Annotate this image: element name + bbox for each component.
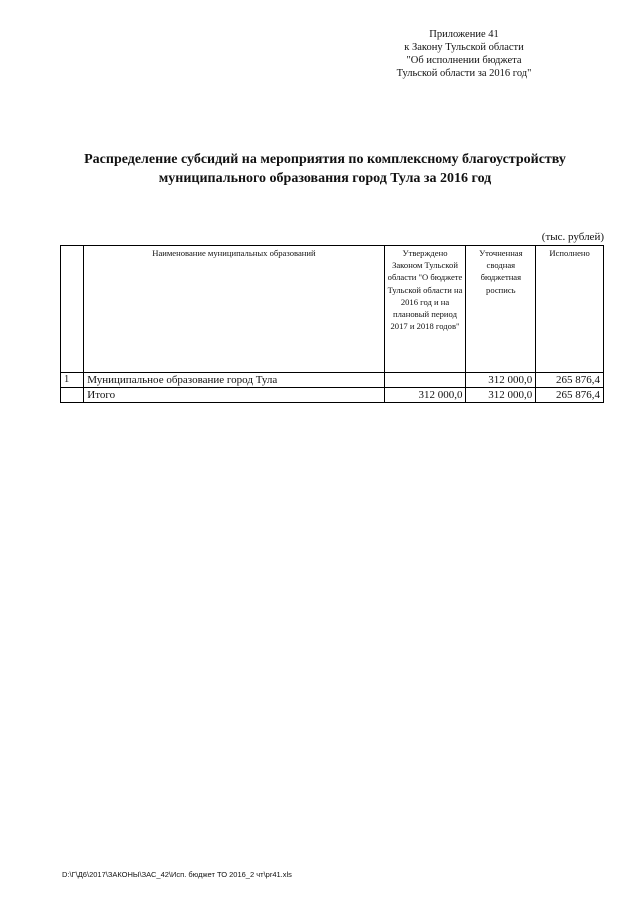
column-header-approved: Утверждено Законом Тульской области "О бюджете Тульской области на 2016 год и на плановый период 2017 и 2018 годов"	[384, 246, 466, 373]
subsidy-table	[60, 245, 604, 403]
total-executed: 265 876,4	[536, 388, 604, 403]
appendix-number: Приложение 41	[429, 29, 499, 40]
total-row	[61, 388, 604, 403]
title-line2: муниципального образования город Тула за 2016 год	[158, 171, 492, 186]
row-name: Муниципальное образование город Тула	[84, 373, 384, 388]
row-specified: 312 000,0	[466, 373, 536, 388]
total-approved: 312 000,0	[384, 388, 466, 403]
column-header-name: Наименование муниципальных образований	[84, 246, 384, 373]
units-label: (тыс. рублей)	[541, 231, 604, 243]
appendix-header	[364, 28, 564, 80]
appendix-law-title-line2: Тульской области за 2016 год"	[396, 68, 532, 79]
total-number-cell	[61, 388, 84, 403]
row-number: 1	[61, 373, 84, 388]
table-row	[61, 373, 604, 388]
column-header-specified: Уточненная сводная бюджетная роспись	[466, 246, 536, 373]
document-title	[40, 150, 610, 188]
total-specified: 312 000,0	[466, 388, 536, 403]
appendix-law-title-line1: "Об исполнении бюджета	[406, 55, 522, 66]
column-header-executed: Исполнено	[536, 246, 604, 373]
file-path-footer: D:\Г\Д6\2017\ЗАКОНЫ\ЗАС_42\Исп. бюджет ТО 2016_2 чт\pr41.xls	[62, 870, 292, 879]
row-approved	[384, 373, 466, 388]
title-line1: Распределение субсидий на мероприятия по комплексному благоустройству	[84, 152, 566, 167]
table-header-row	[61, 246, 604, 373]
row-executed: 265 876,4	[536, 373, 604, 388]
column-header-number	[61, 246, 84, 373]
appendix-law-reference: к Закону Тульской области	[404, 42, 524, 53]
total-label: Итого	[84, 388, 384, 403]
